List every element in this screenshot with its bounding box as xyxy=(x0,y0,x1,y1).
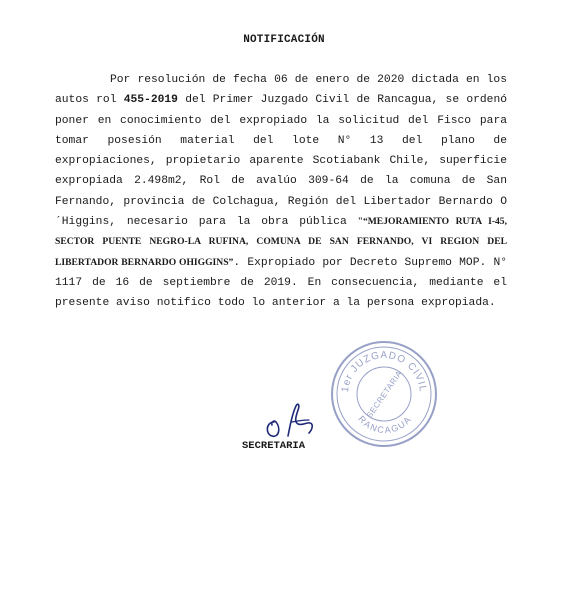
paragraph-text-3: . Expropiado por Decreto Supremo MOP. N° 1117 de 16 de septiembre de 2019. En consecuencia, mediante el presente aviso notifico todo lo anterior a la persona expropiada. xyxy=(55,256,508,310)
paragraph-text-2: del Primer Juzgado Civil de Rancagua, se ordenó poner en conocimiento del expropiado la solicitud del Fisco para tomar posesión material del lote N° 13 del plano de expropiaciones, propietario aparente Scotiabank Chile, superficie expropiada 2.498m2, Rol de avalúo 309-64 de la comuna de San Fernando, provincia de Colchagua, Región del Libertador Bernardo O´Higgins, necesario para la obra pública xyxy=(55,94,508,229)
notification-paragraph xyxy=(55,70,507,314)
case-rol-number: 455-2019 xyxy=(123,94,178,107)
court-seal-stamp xyxy=(326,336,442,452)
signature-label: SECRETARIA xyxy=(242,440,306,452)
document-title: NOTIFICACIÓN xyxy=(243,34,325,46)
public-work-name: "“MEJORAMIENTO RUTA I-45, SECTOR PUENTE NEGRO-LA RUFINA, COMUNA DE SAN FERNANDO, VI REGION DEL LIBERTADOR BERNARDO OHIGGINS” xyxy=(55,216,508,268)
svg-text:RANCAGUA: RANCAGUA xyxy=(356,413,414,436)
paragraph-text-1: Por resolución de fecha 06 de enero de 2020 dictada en los autos rol xyxy=(55,74,507,107)
handwritten-signature xyxy=(262,400,332,445)
svg-text:1er JUZGADO CIVIL: 1er JUZGADO CIVIL xyxy=(339,349,429,393)
svg-text:SECRETARIA: SECRETARIA xyxy=(364,368,405,420)
